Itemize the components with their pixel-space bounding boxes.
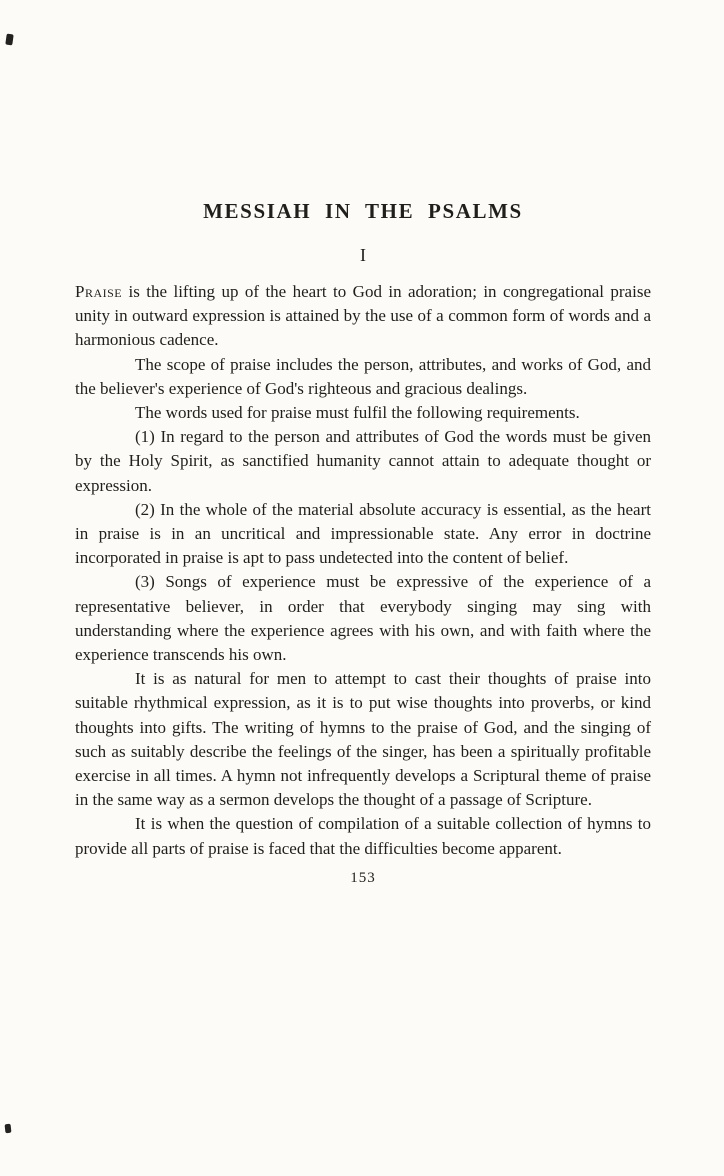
paragraph: The scope of praise includes the person, attributes, and works of God, and the believer's experience of God's righteous and gracious dealings. — [75, 354, 651, 398]
body-text-block — [75, 280, 651, 861]
paragraph: (3) Songs of experience must be expressive of the experience of a representative believer, in order that everybody singing may sing with understanding where the experience agrees with his own, and with faith where the experience transcends his own. — [75, 572, 651, 665]
paragraph: It is when the question of compilation of a suitable collection of hymns to provide all parts of praise is faced that the difficulties become apparent. — [75, 814, 651, 858]
paragraph: (1) In regard to the person and attributes of God the words must be given by the Holy Spirit, as sanctified humanity cannot attain to adequate thought or expression. — [75, 427, 651, 495]
paragraph-text: is the lifting up of the heart to God in adoration; in congregational praise unity in outward expression is attained by the use of a common form of words and a harmonious cadence. — [75, 282, 651, 350]
text-column — [75, 0, 651, 887]
paragraph — [75, 280, 651, 353]
paragraph: (2) In the whole of the material absolute accuracy is essential, as the heart in praise is in an uncritical and impressionable state. Any error in doctrine incorporated in praise is apt to pass undetected into the content of belief. — [75, 499, 651, 568]
page-number: 153 — [350, 869, 376, 886]
scan-artifact-top — [5, 34, 13, 46]
chapter-title: MESSIAH IN THE PSALMS — [203, 199, 523, 223]
paragraph: It is as natural for men to attempt to cast their thoughts of praise into suitable rhythmical expression, as it is to put wise thoughts into proverbs, or kind thoughts into gifts. The writing of hymns to the praise of God, and the singing of such as suitably describe the feelings of the singer, has been a spiritually profitable exercise in all times. A hymn not infrequently develops a Scriptural theme of praise in the same way as a sermon develops the thought of a passage of Scripture. — [75, 669, 651, 810]
lead-word: Praise — [75, 282, 123, 301]
paragraph: The words used for praise must fulfil the following requirements. — [135, 403, 580, 423]
section-numeral: I — [360, 245, 366, 265]
scan-artifact-bottom — [5, 1124, 12, 1134]
